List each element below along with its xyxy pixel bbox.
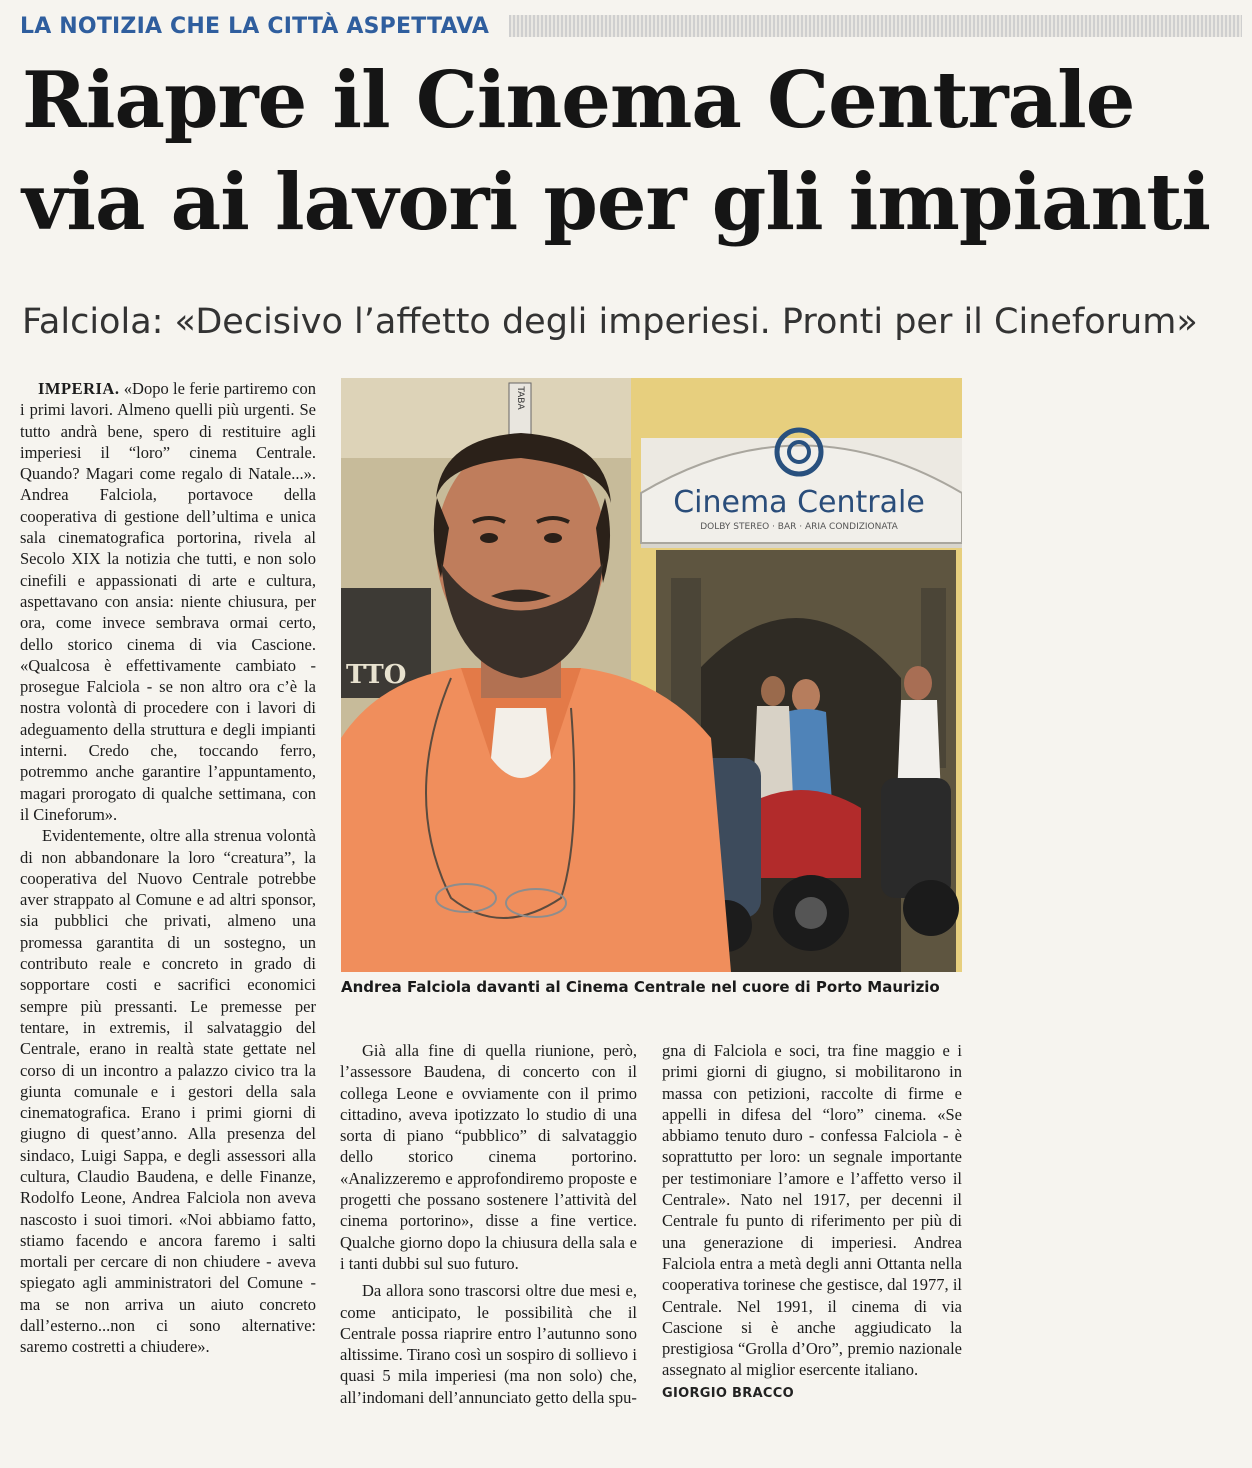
- cinema-sign-sub: DOLBY STEREO · BAR · ARIA CONDIZIONATA: [700, 522, 898, 532]
- kicker: [20, 10, 1242, 42]
- article-paragraph-4-end: [662, 1040, 962, 1381]
- kicker-rule: [509, 15, 1242, 37]
- dateline: IMPERIA.: [38, 379, 120, 398]
- byline: GIORGIO BRACCO: [662, 1385, 794, 1401]
- article-column-2: [340, 1040, 637, 1408]
- headline-line-1: Riapre il Cinema Centrale: [22, 55, 1135, 146]
- article-paragraph-3: Già alla fine di quella riunione, però, l’assessore Baudena, di concerto con il collega Leone e ovviamente con il primo cittadino, aveva ipotizzato lo studio di una sorta di piano “pubblico” di salvataggio dello storico cinema portorino. «Analizzeremo e approfondiremo proposte e progetti che possano sostenere l’attività del cinema portorino», disse a fine vertice. Qualche giorno dopo la chiusura della sala e i tanti dubbi sul suo futuro.: [340, 1041, 637, 1273]
- wall-text: TTO: [346, 660, 407, 690]
- article-paragraph-2: Evidentemente, oltre alla strenua volontà di non abbandonare la loro “creatura”, la cooperativa del Nuovo Centrale potrebbe aver strappato al Comune e ad altri sponsor, sia pubblici che privati, almeno una promessa garantita di un sostegno, un contributo reale e concreto in grado di sopportare costi e sacrifici economici sempre più pressanti. Le premesse per tentare, in extremis, il salvataggio del Centrale, erano in realtà state gettate nel corso di un incontro a palazzo civico tra la giunta comunale e i gestori della sala cinematografica. Erano i primi giorni di giugno di quest’anno. Alla presenza del sindaco, Luigi Sappa, e degli assessori alla cultura, Claudio Baudena, e delle Finanze, Rodolfo Leone, Andrea Falciola non aveva nascosto i suoi timori. «Noi abbiamo fatto, stiamo facendo e ancora faremo i salti mortali per cercare di non chiudere - aveva spiegato agli amministratori del Comune - ma se non arriva un aiuto concreto dall’esterno...non ci sono alternative: saremo costretti a chiudere».: [20, 826, 316, 1357]
- subheadline: Falciola: «Decisivo l’affetto degli imperiesi. Pronti per il Cineforum»: [22, 302, 1198, 342]
- photo-illustration: [341, 378, 962, 972]
- article-paragraph-4-start: [340, 1280, 637, 1408]
- article-paragraph-1: [20, 378, 316, 825]
- kicker-text: LA NOTIZIA CHE LA CITTÀ ASPETTAVA: [20, 13, 490, 39]
- headline-line-2: via ai lavori per gli impianti: [22, 157, 1210, 248]
- article-paragraph-4-text-a: Da allora sono trascorsi oltre due mesi e, come anticipato, le possibilità che il Centrale possa riaprire entro l’autunno sono altissime. Tirano così un sospiro di sollievo i quasi 5 mila imperiesi (ma non solo) che, all’indomani dell’annunciato getto della spu-: [340, 1281, 637, 1407]
- article-paragraph-4-text-b: gna di Falciola e soci, tra fine maggio e i primi giorni di giugno, si mobilitarono in massa con petizioni, raccolte di firme e appelli in difesa del “loro” cinema. «Se abbiamo tenuto duro - confessa Falciola - è soprattutto per loro: un segnale importante per testimoniare l’amore e l’affetto verso il Centrale». Nato nel 1917, per decenni il Centrale fu punto di riferimento per più di una generazione di imperiesi. Andrea Falciola entra a metà degli anni Ottanta nella cooperativa torinese che gestisce, dal 1977, il Centrale. Nel 1991, il cinema di via Cascione si è anche aggiudicato la prestigiosa “Grolla d’Oro”, premio nazionale assegnato al miglior esercente italiano.: [662, 1041, 962, 1380]
- article-column-1: [20, 378, 316, 1358]
- cinema-sign-name: Cinema Centrale: [673, 485, 925, 520]
- article-paragraph-1-text: «Dopo le ferie partiremo con i primi lavori. Almeno quelli più urgenti. Se tutto andrà bene, spero di restituire agli imperiesi il “loro” cinema Centrale. Quando? Magari come regalo di Natale...». Andrea Falciola, portavoce della cooperativa di gestione dell’ultima e unica sala cinematografica portorina, rivela al Secolo XIX la notizia che tutti, e non solo cinefili e appassionati di arte e cultura, aspettavano con ansia: niente chiusura, per ora, come invece sembrava ormai certo, dello storico cinema di via Cascione. «Qualcosa è effettivamente cambiato - prosegue Falciola - se non altro ora c’è la nostra volontà di procedere con i lavori di adeguamento della struttura e degli impianti interni. Credo che, toccando ferro, potremmo anche garantire l’appuntamento, magari prorogato di qualche settimana, con il Cineforum».: [20, 379, 317, 824]
- photo-caption: Andrea Falciola davanti al Cinema Centrale nel cuore di Porto Maurizio: [341, 978, 940, 996]
- photo: [341, 378, 962, 972]
- article-column-3: [662, 1040, 962, 1404]
- headline: [22, 50, 1247, 254]
- shop-sign-text: TABA: [515, 386, 525, 410]
